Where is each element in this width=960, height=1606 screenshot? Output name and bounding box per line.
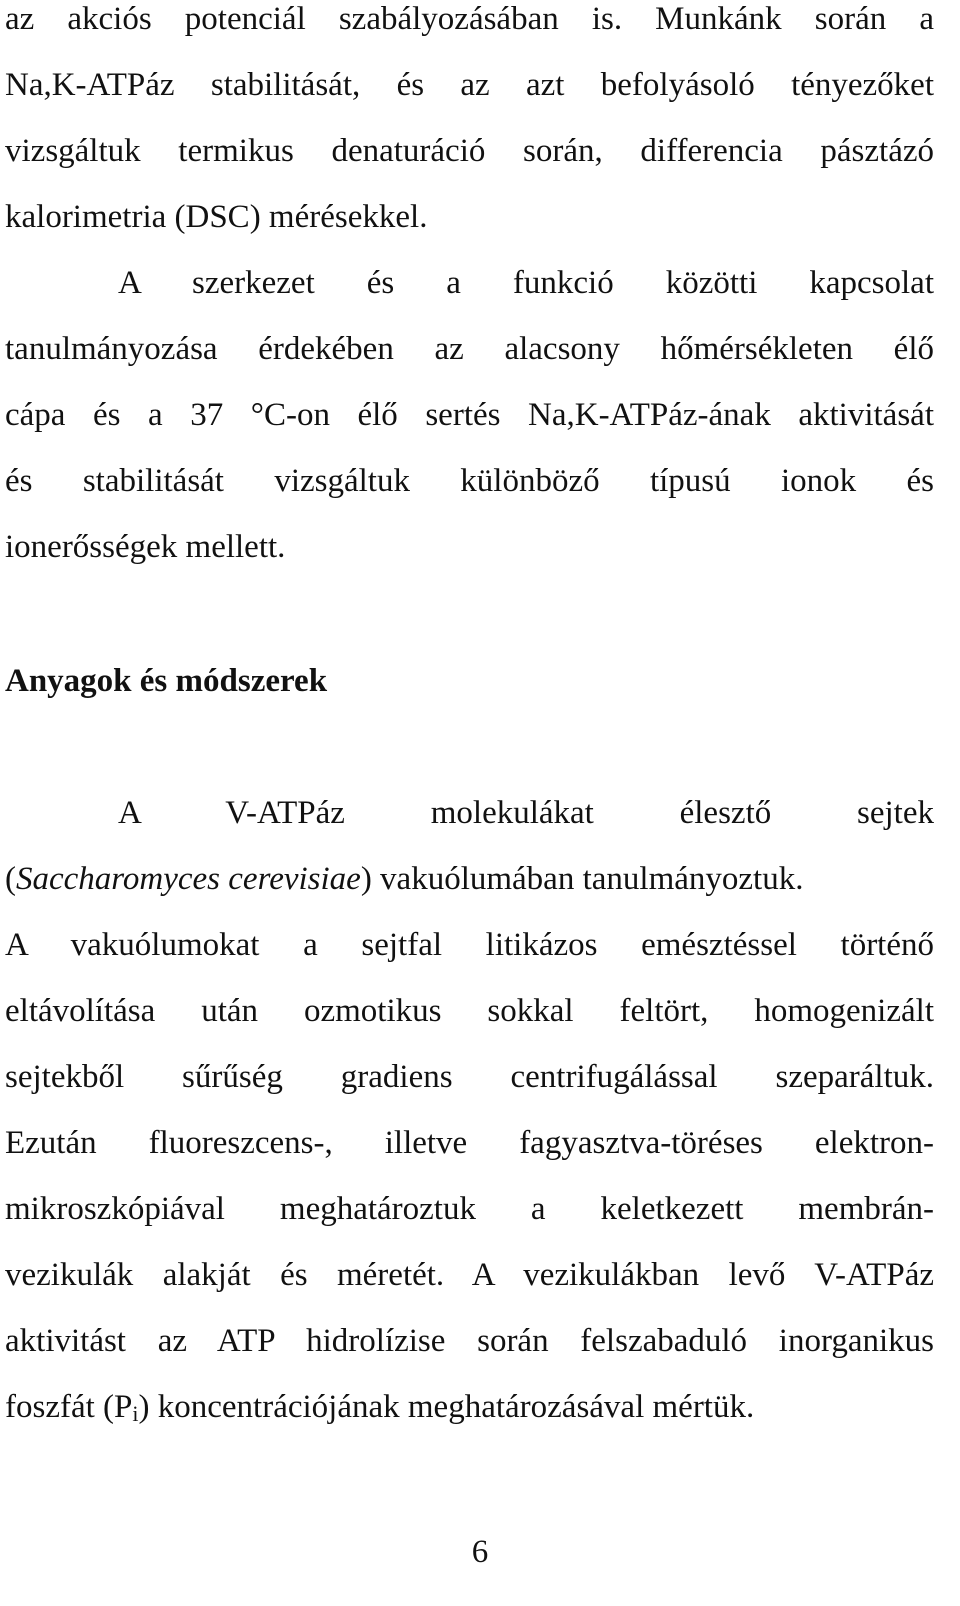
text-line: cápa és a 37 °C-on élő sertés Na,K-ATPáz-ának aktivitását (5, 397, 934, 433)
text-line: eltávolítása után ozmotikus sokkal feltört, homogenizált (5, 993, 934, 1029)
text-line: tanulmányozása érdekében az alacsony hőmérsékleten élő (5, 331, 934, 367)
text-line: kalorimetria (DSC) mérésekkel. (5, 199, 428, 235)
text-line: az akciós potenciál szabályozásában is. Munkánk során a (5, 1, 934, 37)
species-name: Saccharomyces cerevisiae (16, 861, 361, 897)
text-fragment: foszfát (P (5, 1389, 133, 1425)
text-line: Ezután fluoreszcens-, illetve fagyasztva-töréses elektron- (5, 1125, 934, 1161)
text-fragment: ( (5, 861, 16, 897)
page-number: 6 (471, 1534, 489, 1570)
text-fragment: ) koncentrációjának meghatározásával mértük. (138, 1389, 755, 1425)
text-line: A szerkezet és a funkció közötti kapcsolat (118, 265, 934, 301)
text-line: mikroszkópiával meghatároztuk a keletkezett membrán- (5, 1191, 934, 1227)
text-line: vizsgáltuk termikus denaturáció során, differencia pásztázó (5, 133, 934, 169)
text-line: sejtekből sűrűség gradiens centrifugálással szeparáltuk. (5, 1059, 934, 1095)
text-line (5, 859, 934, 899)
text-line (5, 1387, 934, 1427)
subscript: i (132, 1401, 139, 1426)
text-line: Na,K-ATPáz stabilitását, és az azt befolyásoló tényezőket (5, 67, 934, 103)
text-fragment: ) vakuólumában tanulmányoztuk. (360, 861, 804, 897)
text-line: A V-ATPáz molekulákat élesztő sejtek (118, 795, 934, 831)
text-line: vezikulák alakját és méretét. A vezikulákban levő V-ATPáz (5, 1257, 934, 1293)
text-line: és stabilitását vizsgáltuk különböző típusú ionok és (5, 463, 934, 499)
text-line: aktivitást az ATP hidrolízise során felszabaduló inorganikus (5, 1323, 934, 1359)
text-line: A vakuólumokat a sejtfal litikázos emésztéssel történő (5, 927, 934, 963)
section-heading: Anyagok és módszerek (5, 663, 328, 699)
text-line: ionerősségek mellett. (5, 529, 286, 565)
